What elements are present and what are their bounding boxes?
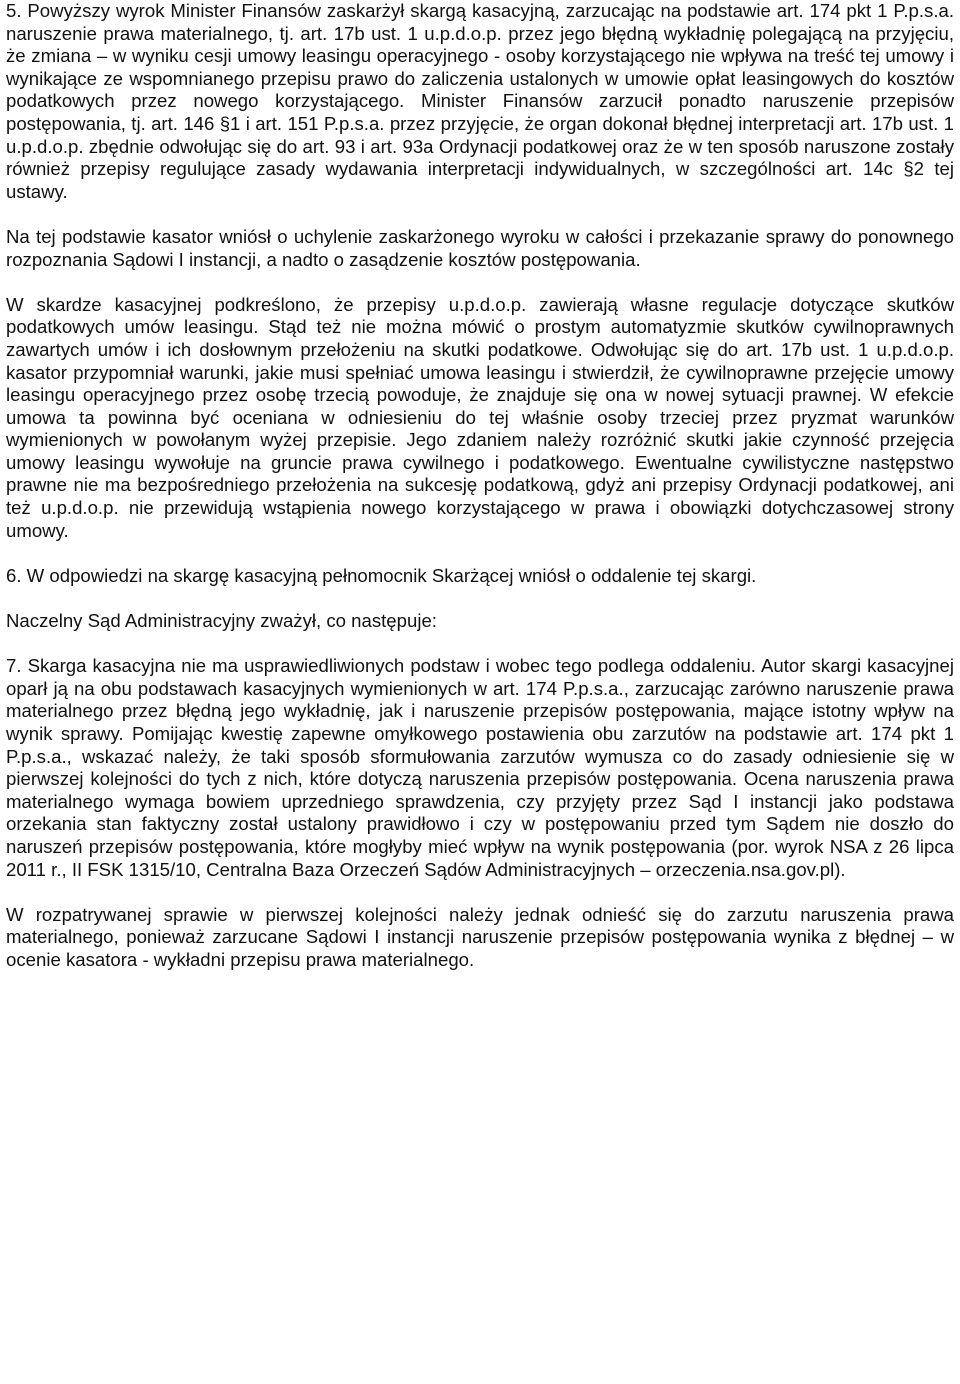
document-page: [6, 0, 954, 972]
paragraph-court-considered: Naczelny Sąd Administracyjny zważył, co następuje:: [6, 610, 437, 632]
paragraph-5-cassation-complaint: 5. Powyższy wyrok Minister Finansów zaskarżył skargą kasacyjną, zarzucając na podstawie art. 174 pkt 1 P.p.s.a. naruszenie prawa materialnego, tj. art. 17b ust. 1 u.p.d.o.p. przez jego błędną wykładnię polegającą na przyjęciu, że zmiana – w wyniku cesji umowy leasingu operacyjnego - osoby korzystającego nie wpływa na treść tej umowy i wynikające ze wspomnianego przepisu prawo do zaliczenia ustalonych w umowie opłat leasingowych do kosztów podatkowych przez nowego korzystającego. Minister Finansów zarzucił ponadto naruszenie przepisów postępowania, tj. art. 146 §1 i art. 151 P.p.s.a. przez przyjęcie, że organ dokonał błędnej interpretacji art. 17b ust. 1 u.p.d.o.p. zbędnie odwołując się do art. 93 i art. 93a Ordynacji podatkowej oraz że w ten sposób naruszone zostały również przepisy regulujące zasady wydawania interpretacji indywidualnych, w szczególności art. 14c §2 tej ustawy.: [6, 0, 954, 202]
paragraph-6-response: 6. W odpowiedzi na skargę kasacyjną pełnomocnik Skarżącej wniósł o oddalenie tej skargi.: [6, 564, 757, 586]
paragraph-cassation-arguments: W skardze kasacyjnej podkreślono, że przepisy u.p.d.o.p. zawierają własne regulacje dotyczące skutków podatkowych umów leasingu. Stąd też nie można mówić o prostym automatyzmie skutków cywilnoprawnych zawartych umów i ich dosłownym przełożeniu na skutki podatkowe. Odwołując się do art. 17b ust. 1 u.p.d.o.p. kasator przypomniał warunki, jakie musi spełniać umowa leasingu i stwierdził, że cywilnoprawne przejęcie umowy leasingu operacyjnego przez osobę trzecią powoduje, że znajduje się ona w nowej sytuacji prawnej. W efekcie umowa ta powinna być oceniana w odniesieniu do tej właśnie osoby trzeciej przez pryzmat warunków wymienionych w powołanym wyżej przepisie. Jego zdaniem należy rozróżnić skutki jakie czynność przejęcia umowy leasingu wywołuje na gruncie prawa cywilnego i podatkowego. Ewentualne cywilistyczne następstwo prawne nie ma bezpośredniego przełożenia na sukcesję podatkową, gdyż ani przepisy Ordynacji podatkowej, ani też u.p.d.o.p. nie przewidują wstąpienia nowego korzystającego w prawa i obowiązki dotychczasowej strony umowy.: [6, 293, 954, 541]
paragraph-7-assessment: 7. Skarga kasacyjna nie ma usprawiedliwionych podstaw i wobec tego podlega oddaleniu. Autor skargi kasacyjnej oparł ją na obu podstawach kasacyjnych wymienionych w art. 174 P.p.s.a., zarzucając zarówno naruszenie prawa materialnego przez błędną jego wykładnię, jak i naruszenie przepisów postępowania, mające istotny wpływ na wynik sprawy. Pomijając kwestię zapewne omyłkowego postawienia obu zarzutów na podstawie art. 174 pkt 1 P.p.s.a., wskazać należy, że taki sposób sformułowania zarzutów wymusza co do zasady odniesienie się w pierwszej kolejności do tych z nich, które dotyczą naruszenia przepisów postępowania. Ocena naruszenia prawa materialnego wymaga bowiem uprzedniego sprawdzenia, czy przyjęty przez Sąd I instancji jako podstawa orzekania stan faktyczny został ustalony prawidłowo i czy w postępowaniu przed tym Sądem nie doszło do naruszeń przepisów postępowania, które mogłyby mieć wpływ na wynik postępowania (por. wyrok NSA z 26 lipca 2011 r., II FSK 1315/10, Centralna Baza Orzeczeń Sądów Administracyjnych – orzeczenia.nsa.gov.pl).: [6, 655, 954, 880]
paragraph-cassation-requests: Na tej podstawie kasator wniósł o uchylenie zaskarżonego wyroku w całości i przekazanie sprawy do ponownego rozpoznania Sądowi I instancji, a nadto o zasądzenie kosztów postępowania.: [6, 225, 954, 270]
paragraph-substantive-law: W rozpatrywanej sprawie w pierwszej kolejności należy jednak odnieść się do zarzutu naruszenia prawa materialnego, ponieważ zarzucane Sądowi I instancji naruszenie przepisów postępowania wynika z błędnej – w ocenie kasatora - wykładni przepisu prawa materialnego.: [6, 903, 954, 970]
